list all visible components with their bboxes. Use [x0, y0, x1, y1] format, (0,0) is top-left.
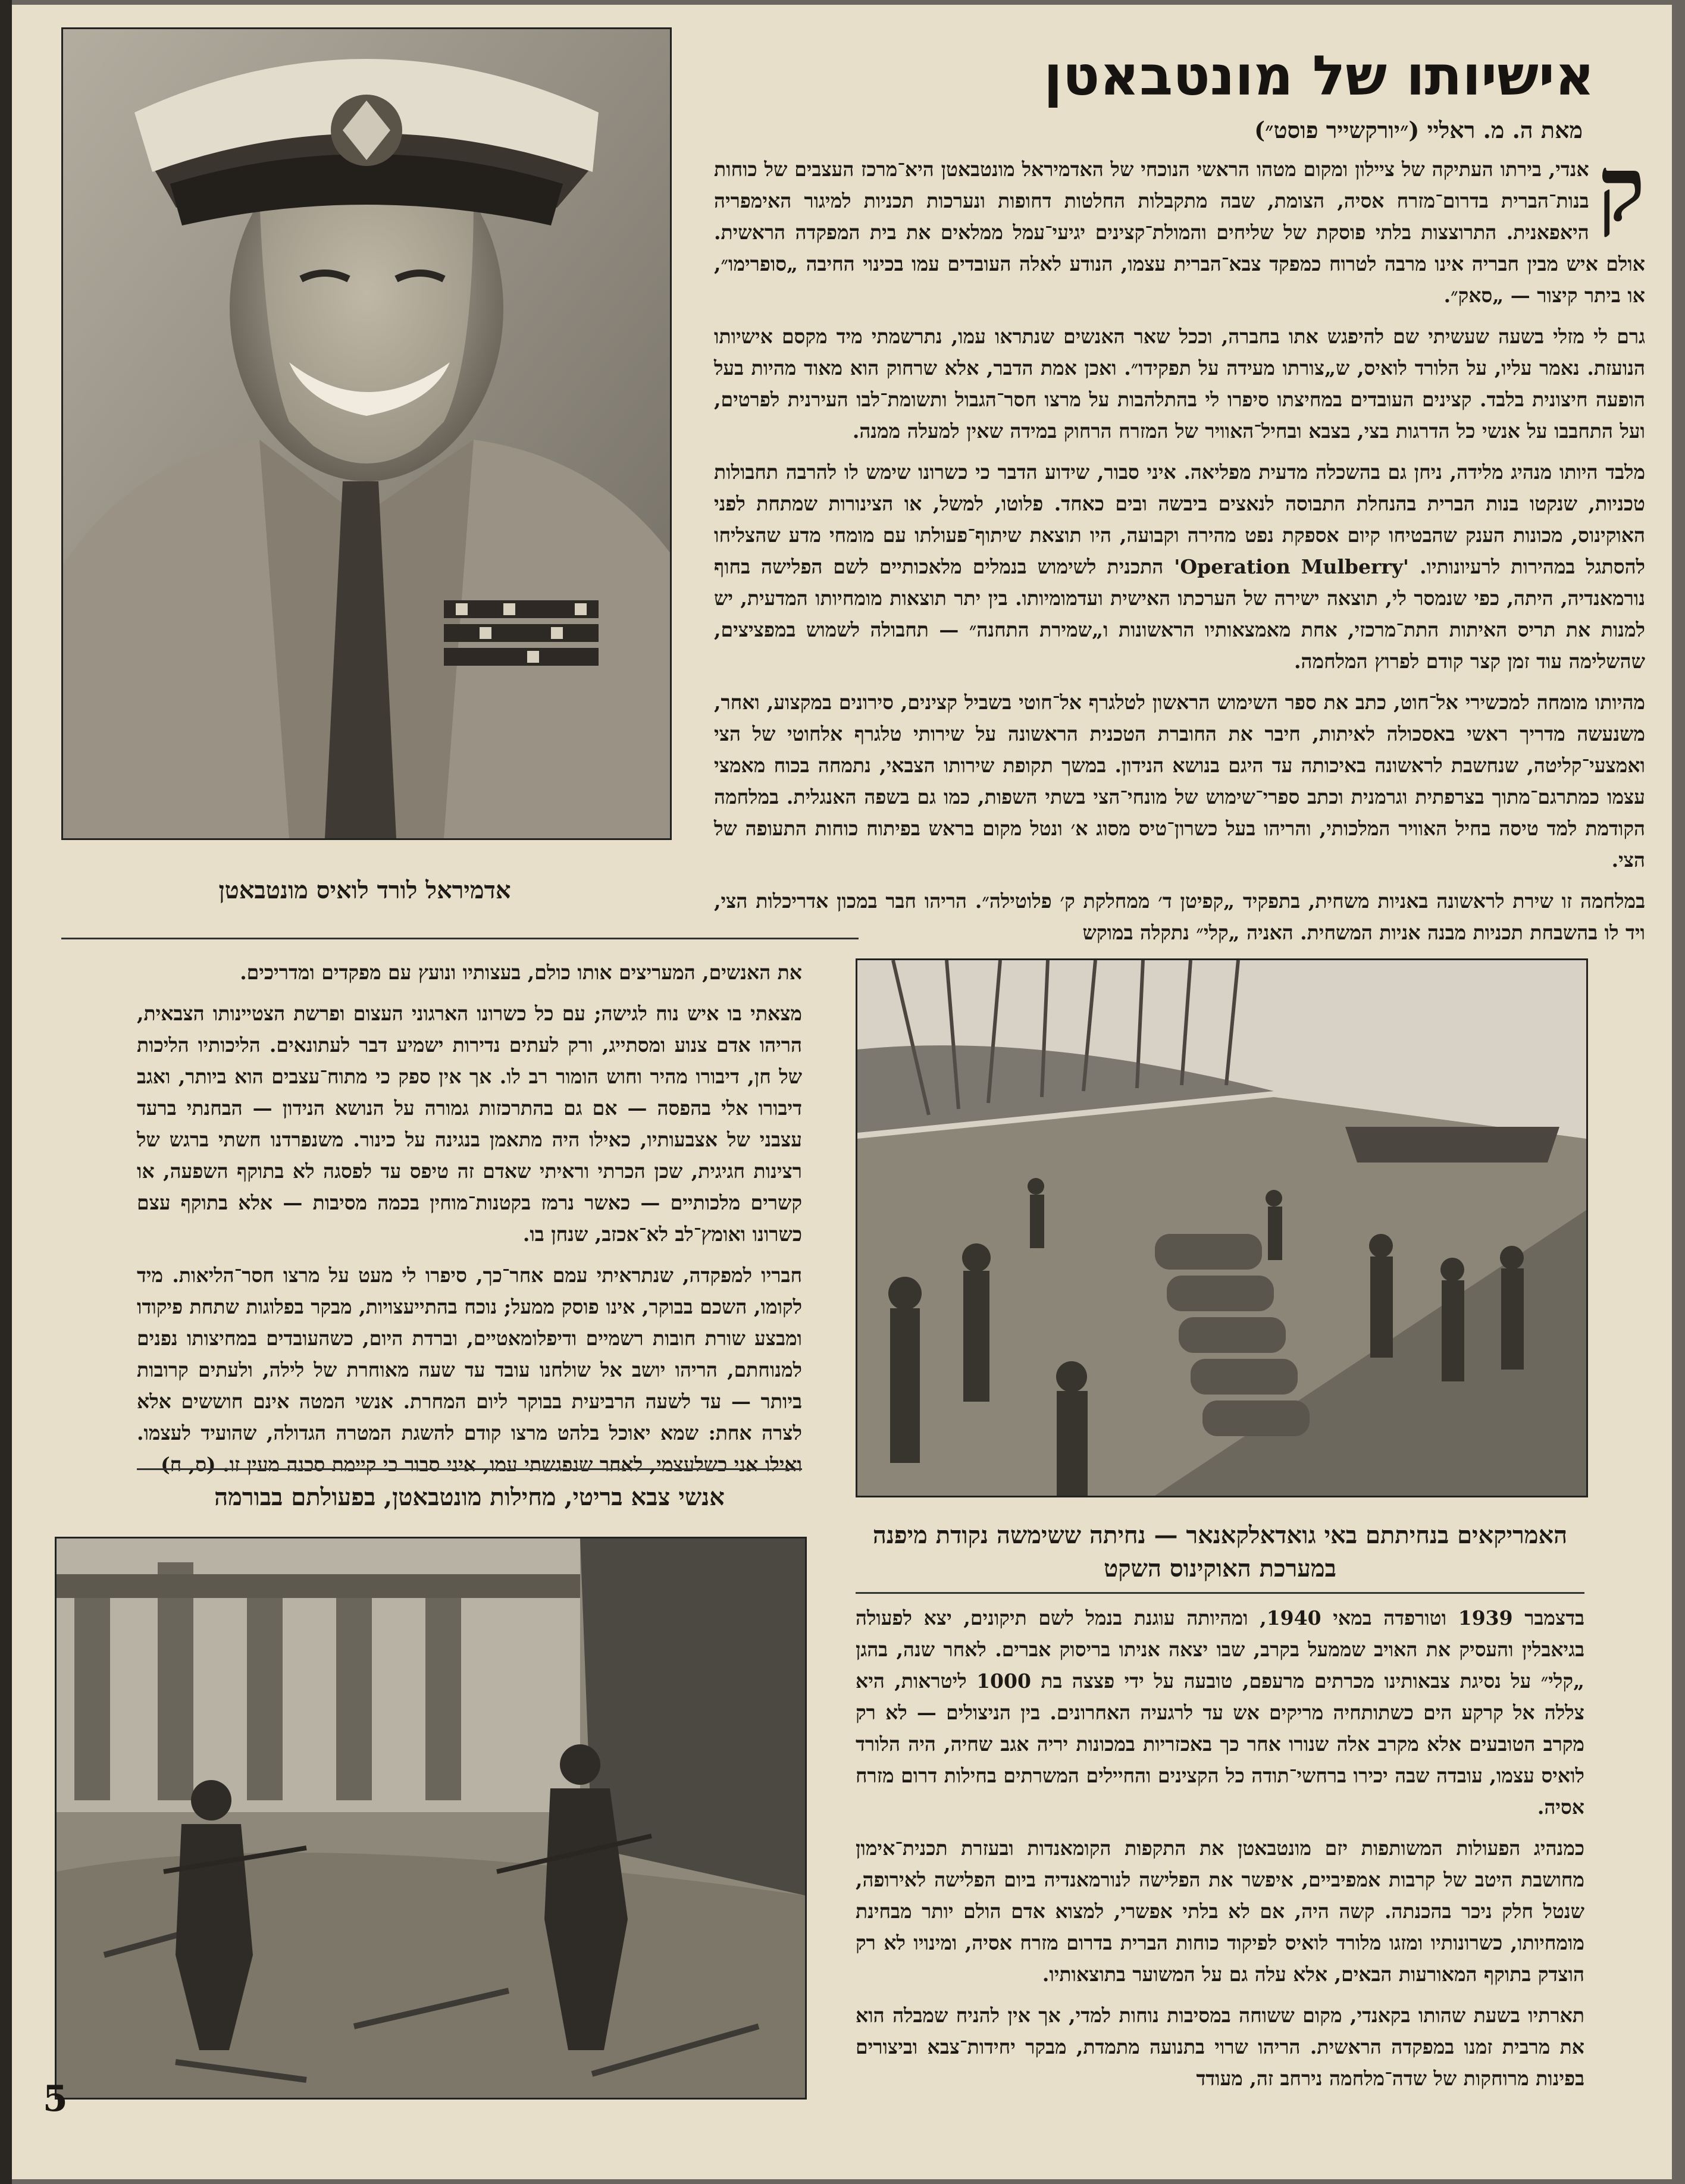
paragraph: חבריו למפקדה, שנתראיתי עמם אחר־כך, סיפרו לי מעט על מרצו חסר־הליאות. מיד לקומו, השכם בבוקר, אינו פוסק ממעל; נוכח בהתייעצויות, מבקר בפלוגות שתחת פיקודו ומבצע שורת חובות רשמיים ודיפלומאטיים, וברדת היום, כשהעובדים במחיצותו נפנים למנוחתם, הריהו יושב אל שולחנו עובד עד שעה מאוחרת של לילה, ולעתים קרובות ביותר — עד לשעה הרביעית בבוקר ליום המחרת. אנשי המטה אינם חוששים אלא לצרה אחת: שמא יאוכל בלהט מרצו קודם להשגת המטרה הגדולה, שהועיד לעצמו. ואילו אני כשלעצמי, לאחר שנפגשתי עמו, איני סבור כי קיימת סכנה מעין זו. (ס, ח): [137, 1264, 802, 1476]
divider: [856, 1592, 1584, 1594]
magazine-page: [12, 5, 1672, 2179]
paragraph: כמנהיג הפעולות המשותפות יזם מונטבאטן את התקפות הקומאנדות ובעזרת תכנית־אימון מחושבת היטב של קרבות אמפיביים, איפשר את הפלישה לנורמאנדיה ביום הפלישה לאירופה, שנטל חלק ניכר בהכנתה. קשה היה, אם לא בלתי אפשרי, למצוא אדם הולם יותר מבחינת מומחיותו, כשרונותיו ומזגו מלורד לואיס לפיקוד כוחות הברית בדרום מזרח אסיה, ומינויו לא רק הוצדק בתוקף המאורעות הבאים, אלא עלה גם על המשוער בתוצאותיו.: [856, 1837, 1584, 1986]
burma-caption: אנשי צבא בריטי, מחילות מונטבאטן, בפעולתם בבורמה: [214, 1483, 725, 1511]
paragraph: במלחמה זו שירת לראשונה באניות משחית, בתפקיד „קפיטן ד׳ ממחלקת ק׳ פלוטילה״. הריהו חבר במכון אדריכלות הצי, ויד לו בהשבחת תכניות מבנה אניות המשחית. האניה „קלי״ נתקלה במוקש: [714, 889, 1645, 944]
portrait-caption: אדמיראל לורד לואיס מונטבאטן: [218, 876, 511, 904]
burma-soldiers-image: [57, 1538, 805, 2098]
beach-caption: האמריקאים בנחיתתם באי גואדאלקאנאר — נחיתה ששימשה נקודת מיפנה במערכת האוקינוס השקט: [872, 1521, 1568, 1583]
divider: [61, 938, 859, 939]
paragraph: מלבד היותו מנהיג מלידה, ניחן גם בהשכלה מדעית מפליאה. איני סבור, שידוע הדבר כי כשרונו שימש לו להרבה תחבולות טכניות, שנקטו בנות הברית בהנחלת התבוסה לנאצים ביבשה ובים כאחד. פלוטו, למשל, או הצינורות שמתחת לפני האוקינוס, מכונות הענק שהבטיחו קיום אספקת נפט מהירה וקבועה, היו תוצאת שיתוף־פעולתו עם מומחי מדע שהצליחו להסתגל במהירות לרעיונותיו. 'Operation Mulberry' התכנית לשימוש בנמלים מלאכותיים לשם הפלישה בחוף נורמאנדיה, היתה, כפי שנמסר לי, תוצאה ישירה של הערכתו האישית ועדמומיותו. בין יתר תוצאות מומחיותו המדעית, יש למנות את תריס האיתות התת־מרכזי, אחת מאמצאותיו הראשונות ו„שמירת התחנה״ — תחבולה לשמוש במפציצים, שהשלימה עוד זמן קצר קודם לפרוץ המלחמה.: [714, 460, 1645, 673]
paragraph: את האנשים, המעריצים אותו כולם, בעצותיו ונועץ עם מפקדים ומדריכים.: [240, 961, 802, 984]
beach-photo: [856, 958, 1588, 1497]
article-title: אישיותו של מונטבאטן: [1044, 44, 1595, 108]
scan-edge: [0, 0, 12, 2184]
paragraph: מצאתי בו איש נוח לגישה; עם כל כשרונו הארגוני העצום ופרשת הצטיינותו הצבאית, הריהו אדם צנוע ומסתייג, ורק לעתים נדירות ישמיע דבר לעתונאים. הליכותיו הליכות של חן, דיבורו מהיר וחוש הומור רב לו. אך אין ספק כי מתוח־עצבים הוא ביותר, ואגב דיבורו אלי בהפסה — אם גם בהתרכזות גמורה על הנושא הנידון — הבחנתי ברעד עצבני של אצבעותיו, כאילו היה מתאמן בנגינה על כינור. משנפרדנו חשתי ברגש של רצינות חגיגית, שכן הכרתי וראיתי שאדם זה טיפס עד לפסגה לא בתוקף השפעה, או קשרים מלכותיים — כאשר נרמז בקטנות־מוחין בכמה מסיבות — אלא בתוקף עצם כשרונו ואומץ־לב לא־אכזב, שנחן בו.: [137, 1002, 803, 1246]
admiral-portrait-image: [63, 29, 670, 838]
paragraph: בדצמבר 1939 וטורפדה במאי 1940, ומהיותה עוגנת בנמל לשם תיקונים, יצא לפעולה בגיאבלין והעסיק את האויב שממעל בקרב, שבו יצאה אניתו בריסוק אברים. לאחר שנה, בהגן „קלי״ על נסיגת צבאותינו מכרתים מרעפם, טובעה על ידי פצצה בת 1000 ליטראות, היא צללה אל קרקע הים כשתותחיה מריקים אש עד לרגעיה האחרונים. בין הניצולים — לא רק מקרב הטובעים אלא מקרב אלה שנורו אחר כך באכזריות במכונות יריה אגב שחיה, היה הלורד לואיס עצמו, עובדה שבה יכירו ברחשי־תודה כל הקצינים והחיילים המשרתים בחילות דרום מזרח אסיה.: [856, 1606, 1585, 1819]
burma-photo: [55, 1537, 807, 2100]
body-bottom-right-column: [856, 1602, 1584, 2104]
body-left-column: [137, 957, 802, 1490]
signoff: (ס, ח): [161, 1453, 216, 1476]
drop-cap: ק: [1597, 137, 1645, 242]
paragraph: מהיותו מומחה למכשירי אל־חוט, כתב את ספר השימוש הראשון לטלגרף אל־חוטי בשביל קצינים, סירונים במקצוע, ואחר, משנעשה מדריך ראשי באסכולה לאיתות, חיבר את החוברת הטכנית הראשונה על שירותי טלגרף אלחוטי של הצי ואמצעי־קליטה, שנחשבת לראשונה באיכותה עד היגם בנושא הנידון. במשך תקופת שירותו הצבאי, נתמחה בכוח מאמצי עצמו כמתרגם־מתוך בצרפתית וגרמנית וכתב ספרי־שימוש של מונחי־הצי בשתי השפות, כמו גם בשפה האנגלית. במלחמה הקודמת למד טיסה בחיל האוויר המלכותי, והריהו בעל כשרון־טיס מסוג א׳ ונטל מקום בראש בפיתוח כוחות התעופה של הצי.: [714, 691, 1645, 872]
portrait-photo: [61, 27, 672, 840]
byline: מאת ה. מ. ראליי (״יורקשייר פוסט״): [1254, 117, 1583, 143]
paragraph: תארתיו בשעת שהותו בקאנדי, מקום ששוחה במסיבות נוחות למדי, אך אין להניח שמבלה הוא את מרבית זמנו במפקדה הראשית. הריהו שרוי בתנועה מתמדת, מבקר יחידות־צבא וביצורים בפינות מרוחקות של שדה־מלחמה נירחב זה, מעודד: [856, 2004, 1584, 2090]
paragraph: ק אנדי, בירתו העתיקה של ציילון ומקום מטהו הראשי הנוכחי של האדמיראל מונטבאטן היא־מרכז העצבים של כוחות בנות־הברית בדרום־מזרח אסיה, הצומת, שבה מתקבלות החלטות דחופות ונערכות תכניות למיגור האימפריה היאפאנית. התרוצצות בלתי פוסקת של שליחים והמולת־קצינים יגיעי־עמל ממלאים את בית המפקדה הראשית. אולם איש מבין חבריה אינו מרבה לטרוח כמפקד צבא־הברית עצמו, הנודע לאלה העובדים עמו בכינוי החיבה „סופרימו״, או ביתר קיצור — „סאק״.: [714, 137, 1645, 307]
body-top-column: [714, 137, 1645, 958]
paragraph: גרם לי מזלי בשעה שעשיתי שם להיפגש אתו בחברה, וככל שאר האנשים שנתראו עמו, נתרשמתי מיד מקסם אישיותו הנועזת. נאמר עליו, על הלורד לואיס, ש„צורתו מעידה על תפקידו״. ואכן אמת הדבר, אלא שרחוק הוא מאוד מהיות בעל הופעה חיצונית בלבד. קצינים העובדים במחיצתו סיפרו לי בהתלהבות על מרצו חסר־הגבול ותשומת־לבו העירנית לפרטים, ועל התחבבו על אנשי כל הדרגות בצי, בצבא ובחיל־האוויר של המזרח הרחוק במידה שאין למעלה ממנה.: [714, 325, 1645, 443]
guadalcanal-landing-image: [857, 960, 1586, 1496]
page-number: 5: [43, 2078, 68, 2120]
divider: [137, 1468, 802, 1470]
